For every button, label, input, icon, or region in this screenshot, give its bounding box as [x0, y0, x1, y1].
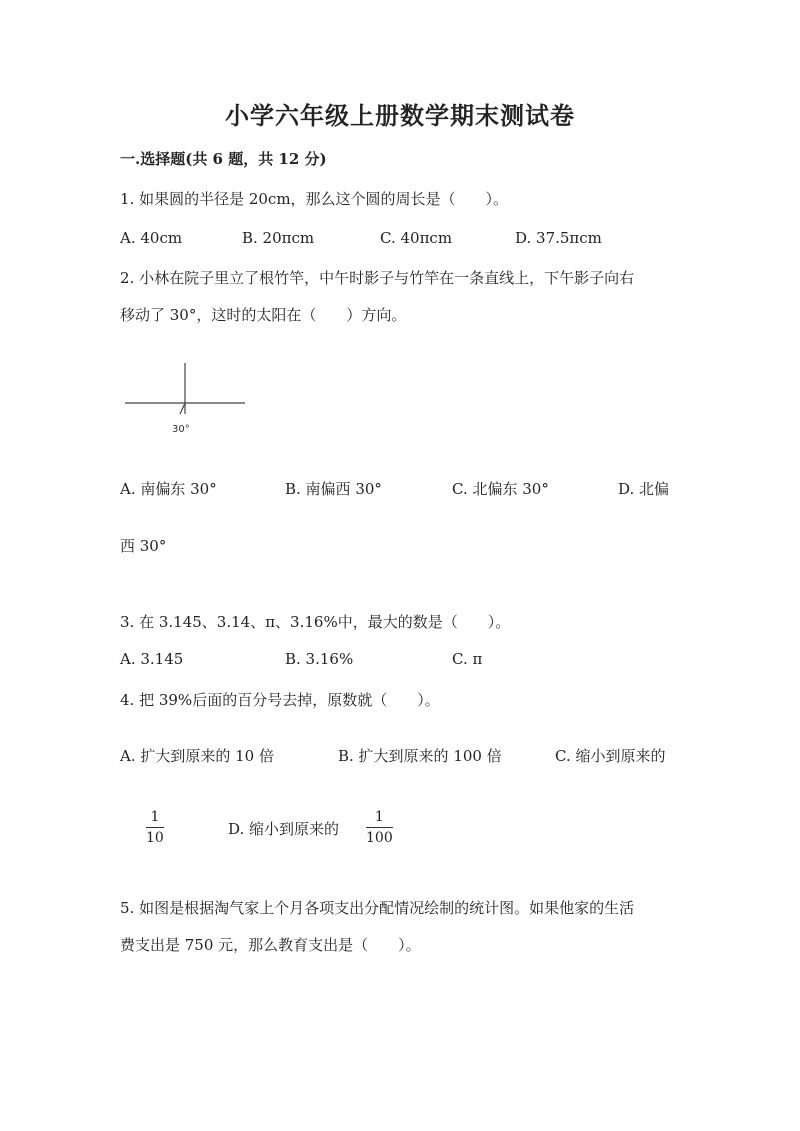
fraction-numerator: 1	[374, 809, 384, 825]
question-2-option-d: D. 北偏	[618, 480, 670, 498]
question-2-option-c: C. 北偏东 30°	[452, 480, 549, 498]
question-4-option-c: C. 缩小到原来的	[555, 747, 666, 765]
fraction-denominator: 10	[146, 830, 164, 846]
question-4-fraction-c	[146, 810, 164, 845]
fraction-bar	[366, 827, 393, 828]
question-3-option-a: A. 3.145	[120, 650, 184, 668]
shadow-line	[180, 403, 185, 414]
question-1-option-d: D. 37.5πcm	[515, 229, 602, 247]
question-1-option-a: A. 40cm	[120, 229, 183, 247]
fraction-denominator: 100	[366, 830, 393, 846]
question-3-option-c: C. π	[452, 650, 483, 668]
fraction-bar	[146, 827, 164, 828]
question-4-option-b: B. 扩大到原来的 100 倍	[338, 747, 502, 765]
angle-label: 30°	[172, 424, 190, 435]
question-2-stem-line-2: 移动了 30°，这时的太阳在（ ）方向。	[120, 306, 407, 324]
question-4-option-a: A. 扩大到原来的 10 倍	[120, 747, 274, 765]
question-5-stem-line-1: 5. 如图是根据淘气家上个月各项支出分配情况绘制的统计图。如果他家的生活	[120, 899, 635, 917]
question-1-stem: 1. 如果圆的半径是 20cm，那么这个圆的周长是（ ）。	[120, 190, 509, 208]
question-2-figure	[120, 358, 255, 440]
question-3-stem: 3. 在 3.145、3.14、π、3.16%中，最大的数是（ ）。	[120, 613, 511, 631]
question-2-option-d-continued: 西 30°	[120, 537, 167, 555]
question-1-option-b: B. 20πcm	[242, 229, 315, 247]
question-2-option-b: B. 南偏西 30°	[285, 480, 382, 498]
question-1-option-c: C. 40πcm	[380, 229, 453, 247]
question-2-option-a: A. 南偏东 30°	[120, 480, 217, 498]
section-heading: 一.选择题(共 6 题，共 12 分)	[120, 150, 327, 168]
question-4-option-d: D. 缩小到原来的	[228, 820, 340, 838]
page-title: 小学六年级上册数学期末测试卷	[225, 101, 575, 130]
question-4-fraction-d	[366, 810, 393, 845]
question-3-option-b: B. 3.16%	[285, 650, 354, 668]
question-4-stem: 4. 把 39%后面的百分号去掉，原数就（ ）。	[120, 691, 440, 709]
question-2-stem-line-1: 2. 小林在院子里立了根竹竿，中午时影子与竹竿在一条直线上，下午影子向右	[120, 269, 635, 287]
fraction-numerator: 1	[150, 809, 160, 825]
question-5-stem-line-2: 费支出是 750 元，那么教育支出是（ ）。	[120, 936, 421, 954]
